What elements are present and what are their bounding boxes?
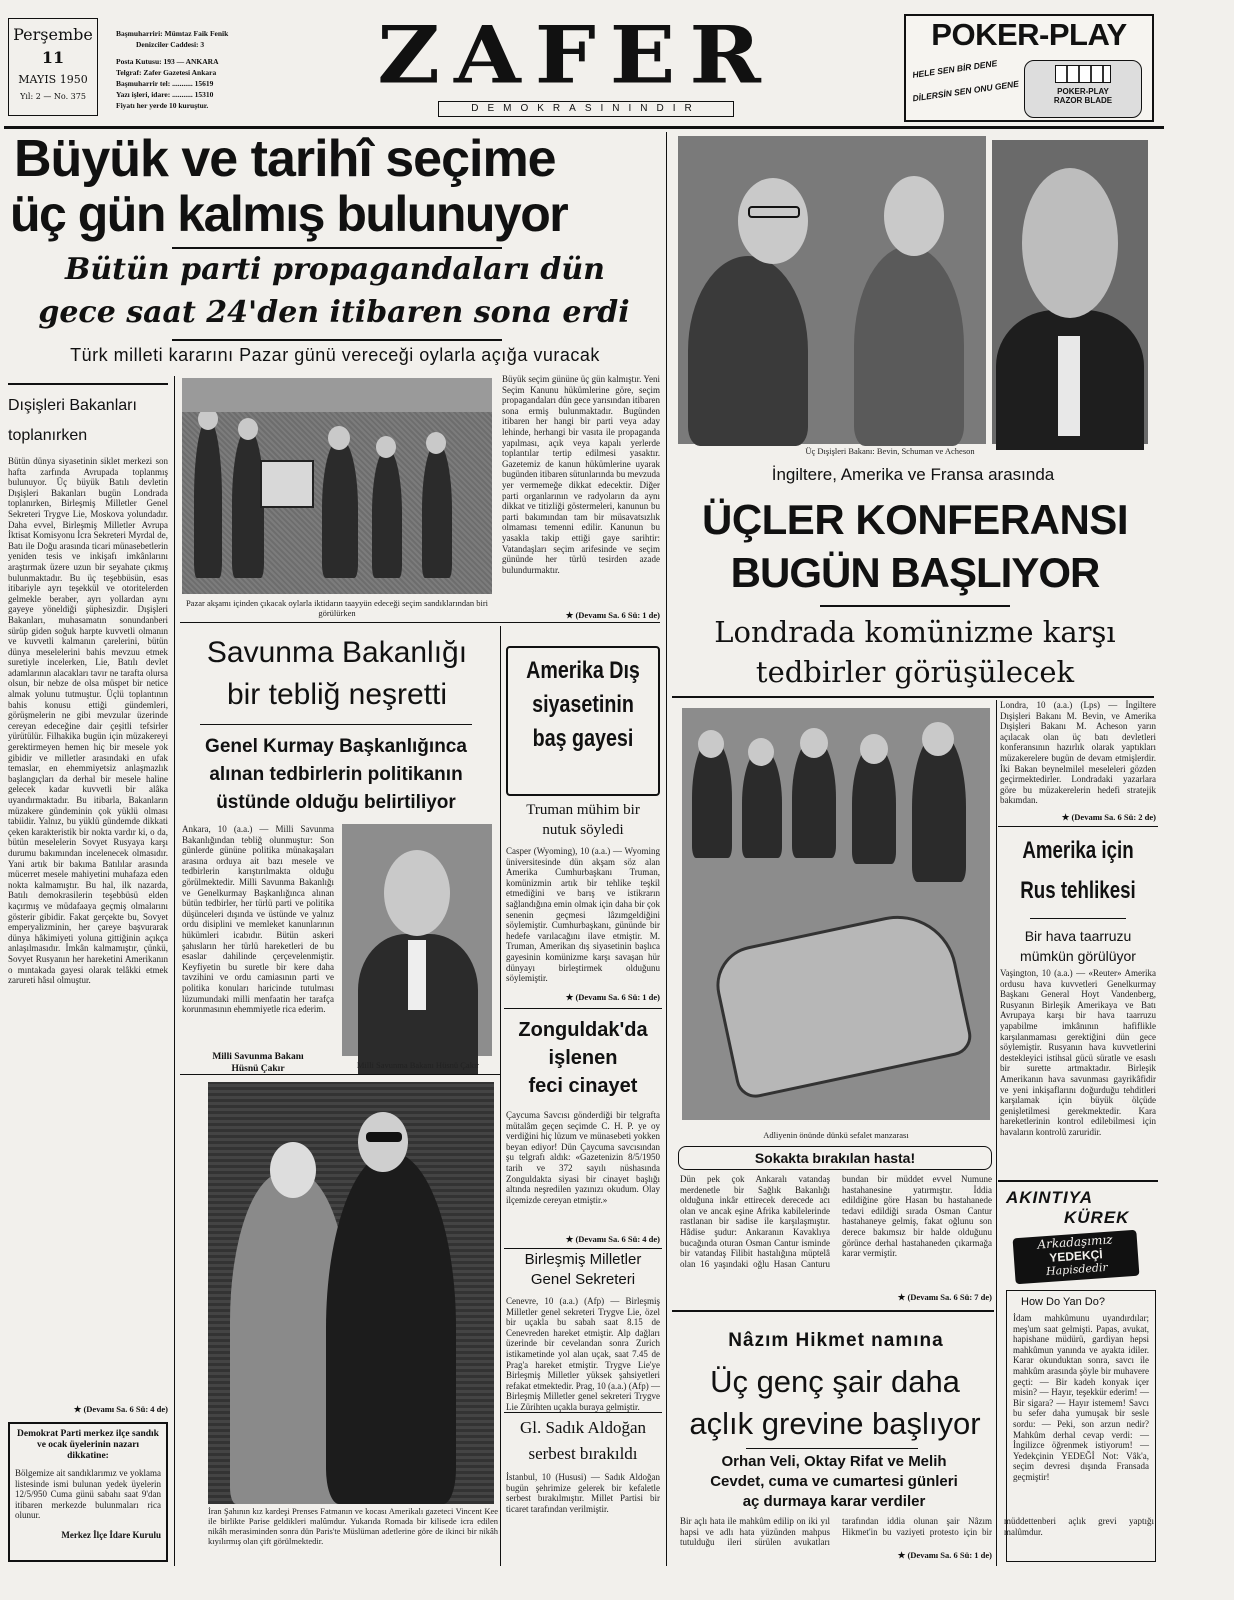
nazim-kicker: Nâzım Hikmet namına — [728, 1330, 944, 1351]
savunma-bottom-rule — [180, 1074, 500, 1075]
party-notice-box — [8, 1422, 168, 1562]
nazim-body: Bir açlı hata ile mahkûm edilip on iki yıl hapsi ve adlı hata yüzünden mahpus tutulduğu ileri sürülen avukatları tarafından iddia olunan şair Nâzım Hikmet'in bu vaziyeti protesto için bir müddettenberi açlık grevi yaptığı malûmdur. — [680, 1516, 1154, 1548]
ministers-photo-caption: Üç Dışişleri Bakanı: Bevin, Schuman ve Acheson — [805, 446, 975, 456]
amerika-title-3: baş gayesi — [532, 725, 634, 752]
savunma-body: Ankara, 10 (a.a.) — Milli Savunma Bakanlığından tebliğ olunmuştur: Son günlerde gününe politika münakaşaları arasına orduya ait bazı mesele ve tedbirlerin karıştırılmakta olduğu görülmektedir. Milli Savunma Bakanlığı ve Genelkurmay Başkanlığınca alınan bütün tedbirler, her türlü parti ve politika düşünceleri dışında ve üstünde ve yalnız ordu disiplini ve memleket kanunlarının hükümleri icabıdır. Bütün askeri şahısların her türlü hareketleri de bu esaslar dahilinde çerçevelenmiştir. Keyfiyetin bu suretle bir kere daha tavzihini ve ordu camiasının parti ve politika konuları haricinde tutulması lüzumundaki milli menfaatin her tarafça korunmasının ehemmiyetle rica ederim. — [182, 824, 334, 1015]
lead-rule-2 — [172, 339, 502, 341]
savunma-rule — [200, 724, 472, 725]
sokakta-title: Sokakta bırakılan hasta! — [678, 1146, 992, 1170]
postbox-line: Posta Kutusu: 193 — ANKARA — [116, 57, 219, 66]
aldogan-title-1: Gl. Sadık Aldoğan — [519, 1418, 647, 1437]
amerika-sub: Truman mühim bir nutuk söyledi — [526, 802, 640, 838]
rus-sub: Bir hava taarruzu mümkün görülüyor — [1020, 928, 1136, 964]
zonguldak-title-3: feci cinayet — [528, 1075, 638, 1097]
uclar-headline-2: BUGÜN BAŞLIYOR — [730, 549, 1100, 596]
birlesmis-title-2: Genel Sekreteri — [530, 1271, 636, 1288]
aldogan-body: İstanbul, 10 (Hususi) — Sadık Aldoğan bugün şehrimize gelerek bir kefaletle serbest bırakılmıştır. Millet Partisi bir ticaret tarafından verilmiştir. — [506, 1472, 660, 1514]
lead-rule-1 — [172, 247, 502, 249]
lead-continue: ★ (Devamı Sa. 6 Sü: 1 de) — [565, 610, 660, 620]
sokakta-body: Dün pek çok Ankaralı vatandaş merdenetle bir Sağlık Bakanlığı olduğuna inkâr ettirecek derecede acı olan ve ancak eşine Afrika kabilelerinde rastlanan bir sadise ile karşılaşmıştır. Hâdise şudur: Ankaranın Kavaklıya bucağında oturan Osman Cantur isminde bir vatandaş Filibit hastalığına müptelâ olan 16 yaşındaki oğlu Hasan Canturu bundan bir müddet evvel Numune hastahanesine yatırmıştır. İddia edildiğine göre Hasan bu hastahanede tedavi edildiği sırada Osman Cantur hastahaneye gelmiş, fakat oğlunu son derece bakımsız bir halde olduğunu görünce derhal hastahaneden çıkarmağa karar vermiştir. — [680, 1174, 992, 1269]
poker-slogan-1: HELE SEN BİR DENE — [911, 58, 998, 80]
princess-wedding-photo — [208, 1082, 494, 1504]
date-box — [8, 18, 98, 116]
rus-title-2: Rus tehlikesi — [1020, 877, 1136, 904]
minister-portrait-photo — [342, 824, 492, 1056]
nazim-sub-2: Cevdet, cuma ve cumartesi günleri — [710, 1473, 958, 1490]
savunma-title-1: Savunma Bakanlığı — [206, 636, 468, 669]
masthead — [0, 0, 1234, 128]
col-dis-top-rule — [8, 383, 168, 385]
aldogan-title-2: serbest bırakıldı — [528, 1444, 638, 1463]
savunma-sign-1: Milli Savunma Bakanı — [212, 1052, 304, 1062]
ministers-photo — [678, 136, 986, 444]
akintiya-line-1: AKINTIYA — [1006, 1188, 1094, 1207]
banner-line-3: Hapisdedir — [1045, 1260, 1109, 1279]
uclar-kicker: İngiltere, Amerika ve Fransa arasında — [771, 465, 1055, 484]
center-vrule — [500, 626, 501, 1566]
col-dis-vrule — [174, 376, 175, 1566]
how-do-body: İdam mahkûmunu uyandırdılar; meş'um saat gelmişti. Papas, avukat, hapishane müdürü, gardiyan hepsi mahkûmun yanında ve ayakta idiler. Karar okunduktan sonra, savcı ile mahkûm arasında şöyle bir muhavere geçti: — Bir kadeh konyak içer misin? — Hayır, teşekkür ederim! — Bir sigara? — Hayır istemem! Savcı bu sefer daha yumuşak bir sesle sordu: — Peki, son arzun nedir? Mahkûm derhal cevap verdi: — İngilizce öğrenmek istiyorum! — Yedekçinin YEDEĞİ Not: Vâk'a, seçim devresi dışında Fransada geçmiştir! — [1013, 1313, 1149, 1482]
lead-body: Büyük seçim gününe üç gün kalmıştır. Yeni Seçim Kanunu hükümlerine göre, seçim propagandaları dün gece yarısından itibaren sona ermiş bulunmaktadır. Bugünden itibaren her hangi bir parti veya aday lehinde, herhangi bir vasıta ile propaganda yapılması, açık veya kapalı yerlerde toplantılar tertip edilmesi yasaktır. Gazetemiz de kanun hükümlerine uyarak bugünden itibaren sütunlarında bu mevzuda yer vermemeğe dikkat edecektir. Diğer parti organlarının ve radyoların da aynı dikkat ve titizliği göstermeleri, kanunun bu parti bakımından tam bir müsavatsızlık olmaması temenni edilir. Kanunun bu yasakla takip ettiği gaye sarihtir: Vatandaşları seçim arifesinde ve seçim gününde her türlü tesirden azade bulundurmaktır. — [502, 374, 660, 575]
uclar-sub-1: Londrada komünizme karşı — [714, 615, 1116, 649]
savunma-sub-2: alınan tedbirlerin politikanın — [209, 764, 463, 785]
stretcher — [709, 905, 975, 1102]
col-dis-title-2: toplanırken — [8, 427, 88, 444]
akintiya-column — [1000, 1186, 1158, 1564]
birlesmis-title-1: Birleşmiş Milletler — [524, 1251, 642, 1268]
razor-blade-image — [1024, 60, 1142, 118]
uclar-rule — [820, 605, 1010, 607]
street-patient-photo — [682, 708, 990, 1120]
uclar-continue: ★ (Devamı Sa. 6 Sü: 2 de) — [1061, 812, 1156, 822]
uclar-col-rule — [998, 826, 1158, 827]
masthead-rule — [4, 126, 1164, 129]
nazim-sub-3: aç durmaya karar verdiler — [742, 1493, 926, 1510]
savunma-sub-3: üstünde olduğu belirtiliyor — [216, 792, 456, 813]
minister-photo-caption: Milli Savunma Bakanı Hüsnü Çakır — [356, 1060, 480, 1070]
notice-sign: Merkez İlçe İdare Kurulu — [61, 1530, 161, 1540]
uclar-body: Londra, 10 (a.a.) (Lps) — İngiltere Dışişleri Bakanı M. Bevin, ve Amerika Dışişleri Bakanı M. Acheson yarın açılacak olan üç batı devletleri konferansının hazırlık olarak yaptıkları müzakerelere bugün de devam etmişlerdir. İki Bakan beynelmilel meseleleri gözden geçirmektedirler. Londradaki yazarlara göre bu müzakerelerin hedefi stratejik bakımdan. — [1000, 700, 1156, 806]
banner-line-1: Arkadaşımız — [1036, 1232, 1113, 1252]
col-dis-continue: ★ (Devamı Sa. 6 Sü: 4 de) — [73, 1404, 168, 1414]
poker-play-ad — [904, 14, 1154, 122]
date-number: 11 — [41, 48, 65, 67]
date-month-year: MAYIS 1950 — [18, 73, 88, 86]
poker-blade-label: POKER-PLAY RAZOR BLADE — [1053, 87, 1113, 105]
birlesmis-body: Cenevre, 10 (a.a.) (Afp) — Birleşmiş Milletler genel sekreteri Trygve Lie, özel bir uçakla bu sabah saat 8.15 de Cenevreden hareket etmiştir. Alp dağları üzerinde bir cevelandan sonra Zurich istikametinde yol alan uçak, saat 7.45 de Prag'a hareket etmiştir. Trygve Lie'ye Birleşmiş Milletler yüksek şahsiyetleri refakat etmektedir. Prag, 10 (a.a.) (Afp) — Birleşmiş Milletler genel sekreteri Trygve Lie Zürihten uçakla buraya gelmiştir. — [506, 1296, 660, 1412]
right-vrule — [996, 700, 997, 1566]
how-do-title: How Do Yan Do? — [1021, 1296, 1105, 1308]
nazim-headline-2: açlık grevine başlıyor — [689, 1406, 981, 1441]
uclar-sub-2: tedbirler görüşülecek — [755, 655, 1075, 689]
amerika-box — [506, 646, 660, 796]
banner-line-2: YEDEKÇİ — [1048, 1247, 1104, 1265]
col-dis-body: Bütün dünya siyasetinin siklet merkezi son hafta zarfında Avrupada toplanmış bulunuyor. Üç büyük Batılı devletin Dışişleri Bakanları bugün Londrada toplanırken, Birleşmiş Milletler Genel Sekreteri Trygve Lie, Moskova yolundadır. Daha evvel, Birleşmiş Milletler Avrupa İktisat Komisyonu İcra Sekreteri Myrdal de, Batı ile Doğu arasında ticari münasebetlerin yeniden tesis ve inkişafı imkânlarını araştırmak üzere uzun bir seyahate çıkmış bulunmaktadır. Bu üç teşebbüsün, esas itibariyle ayrı teşekkül ve otoritelerden gelmekle beraber, ayrı yollardan aynı gayeye yöneldiği şüphesizdir. Dışişleri Bakanları, muhasamatın sonundanberi sürüp giden soğuk harpte kuvvetli olmanın ve kuvvetli kalmanın çarelerini, bütün dünya meselelerini bahis mevzuu etmek suretiyle incelerken, Lie, Batılı devlet adamlarının alacakları tavır ne tarafta olursa olsun, bir nebze de olsa müspet bir netice almak yolunu tutmuştur. Üçlü toplantının bahis konusu ettiği gündemleri, görüşmelerin ne gibi mevzular üzerinde cereyan edeceğine dair çeşitli tefsirler yürütülür. Filhakika bugün için müzakereyi gerektirmeyen hemen hiç bir mesele yok gibidir ve milletler arasındaki en ufak temaslar, en ehemmiyetsiz anlaşmazlık başlangıçları da derhal bir mesele haline gelecek kadar kuvvetli bir alâka uyandırmaktadır. Bu itibarla, Bakanların müzakere gündeminin çok yüklü olması tabiidir. Yalnız, bu yüklü gündemde dikkati çeken karakteristik bir nokta vardır ki, o da, bütün meselelerin Sovyet Rusyaya karşı durumu bakımından incelenecek olmasıdır. Yani artık bir bakıma Batılılar arasında mücerret mesele mahiyetini muhafaza eden nokta kalmamıştır. Bu hal, ilk nazarda, Batılı demokrasilerin teşebbüsü elden kaçırmış ve müdafaaya geçmiş olmalarını gösterir gibidir. Fakat gerçekte bu, Sovyet emperyalizminin, her çareye başvurarak dünya hâkimiyeti yoluna gittiğinin açıkça anlaşılmasıdır. İmkân kalmamıştır, çünkü, Sovyet Rusyanın her hareketini Amerikanın o mıntakada gayesi olarak telâkki etmek zarureti hâsıl olmuştur. — [8, 456, 168, 986]
savunma-sign-2: Hüsnü Çakır — [231, 1064, 285, 1074]
rus-rule — [1030, 918, 1126, 919]
savunma-sub-1: Genel Kurmay Başkanlığınca — [205, 736, 467, 757]
cards-icon — [1055, 65, 1111, 83]
nazim-continue: ★ (Devamı Sa. 6 Sü: 1 de) — [897, 1550, 992, 1560]
ballot-photo-caption: Pazar akşamı içinden çıkacak oylarla iktidarın taayyün edeceği seçim sandıklarından biri görülürken — [185, 598, 489, 618]
telegraph-line: Telgraf: Zafer Gazetesi Ankara — [116, 68, 217, 77]
price-line: Fiyatı her yerde 10 kuruştur. — [116, 101, 209, 110]
amerika-title-2: siyasetinin — [532, 691, 634, 718]
lead-headline-2: üç gün kalmış bulunuyor — [10, 186, 568, 242]
amerika-continue: ★ (Devamı Sa. 6 Sü: 1 de) — [565, 992, 660, 1002]
newspaper-title: ZAFER — [377, 9, 775, 102]
editor-line: Başmuharriri: Mümtaz Faik Fenik — [116, 29, 229, 38]
amerika-title-1: Amerika Dış — [526, 657, 640, 684]
yedekci-banner — [1013, 1230, 1140, 1285]
col-dis-title-1: Dışişleri Bakanları — [8, 397, 137, 414]
zonguldak-continue: ★ (Devamı Sa. 6 Sü: 4 de) — [565, 1234, 660, 1244]
nazim-headline-1: Üç genç şair daha — [710, 1364, 960, 1399]
address-line: Denizciler Caddesi: 3 — [136, 40, 205, 49]
lead-sub-2: gece saat 24'den itibaren sona erdi — [38, 295, 630, 330]
date-day: Perşembe — [13, 25, 93, 44]
rus-title-1: Amerika için — [1022, 837, 1134, 864]
amerika-bottom-rule — [504, 1008, 662, 1009]
zonguldak-body: Çaycuma Savcısı gönderdiği bir telgrafta mütalâm geçen seçimde C. H. P. ye oy verdiğini hiç lüzum ve münasebeti yokken beyan ediyor! Dün Çaycuma savcısından şu telgrafı aldık: «Gazetenizin 8/5/1950 tarih ve 372 sayılı nüshasında Zonguldakta siyasi bir cinayet başlığı altında neşredilen yazınızı okudum. Olay ilçemizde cereyan etmiştir.» — [506, 1110, 660, 1205]
birlesmis-bottom-rule — [504, 1412, 662, 1413]
uclar-headline-1: ÜÇLER KONFERANSI — [701, 496, 1128, 543]
rus-bottom-rule — [998, 1180, 1158, 1182]
phone-office-line: Yazı işleri, idare: ........... 15310 — [116, 90, 214, 99]
rus-body: Vaşington, 10 (a.a.) — «Reuter» Amerika ordusu hava kuvvetleri Genelkurmay Başkanı General Hoyt Vandenberg, Rusyanın Birleşik Amerikaya ve Batı Avrupaya karşı bir hava taarruzu yapabilme imkânının hafiflikle karşılanmaması gerektiğini dün gece söylemiştir. Rusyanın hava kuvvetlerini destekleyici istihsal gücü süratle ve esaslı bir surette artmaktadır. Birleşik Amerikanın hava savunması gayrikâfidir ve yeni inkişaflarını doğurduğu tehditleri karşılamak için büyük ölçüde genişletilmesi gerekmektedir. Kara hareketlerinin kontrol edilebilmesi için havaların kontrolü zaruridir. — [1000, 968, 1156, 1137]
issue-number: Yıl: 2 — No. 375 — [20, 92, 86, 101]
middle-vrule — [666, 132, 667, 1566]
lead-deck: Türk milleti kararını Pazar günü vereceği oylarla açığa vuracak — [70, 345, 600, 365]
notice-title: Demokrat Parti merkez ilçe sandık ve ocak üyelerinin nazarı dikkatine: — [17, 1429, 159, 1461]
ballot-box-photo — [182, 378, 492, 594]
notice-body: Bölgemize ait sandıklarımız ve yoklama listesinde ismi bulunan yedek üyelerin 12/5/950 Cuma günü sabahı saat 9'dan itibaren merkezde bulunmaları rica olunur. — [15, 1468, 161, 1521]
sokakta-bottom-rule — [672, 1310, 994, 1312]
princess-photo-caption: İran Şahının kız kardeşi Prenses Fatmanın ve kocası Amerikalı gazeteci Vincent Kee ile birlikte Parise geldikleri malûmdur. Yukarıda Romada bir kilisede icra edilen nikâh merasiminden sonra dün Paris'te Müslüman adetlerine göre de ikinci bir nikâh kıyılırmış olan çift görülmektedir. — [208, 1506, 498, 1546]
nazim-rule — [746, 1448, 918, 1449]
lead-headline-1: Büyük ve tarihî seçime — [14, 130, 556, 188]
ballot-box — [260, 460, 314, 508]
masthead-info — [116, 28, 266, 111]
street-photo-caption: Adliyenin önünde dünkü sefalet manzarası — [763, 1130, 909, 1140]
poker-slogan-2: DİLERSİN SEN ONU GENE — [911, 78, 1020, 104]
uclar-bottom-rule — [672, 696, 1154, 698]
zonguldak-bottom-rule — [504, 1248, 662, 1249]
newspaper-subtitle: DEMOKRASININDIR — [438, 101, 734, 117]
zonguldak-title-2: işlenen — [548, 1047, 618, 1069]
zonguldak-title-1: Zonguldak'da — [518, 1019, 648, 1041]
acheson-photo — [992, 140, 1148, 444]
phone-editor-line: Başmuharrir tel: ........... 15619 — [116, 79, 214, 88]
lead-bottom-rule — [180, 622, 660, 623]
poker-play-title: POKER-PLAY — [931, 17, 1127, 52]
lead-sub-1: Bütün parti propagandaları dün — [65, 252, 605, 287]
akintiya-line-2: KÜREK — [1064, 1208, 1130, 1227]
sokakta-continue: ★ (Devamı Sa. 6 Sü: 7 de) — [897, 1292, 992, 1302]
nazim-sub-1: Orhan Veli, Oktay Rifat ve Melih — [721, 1453, 947, 1470]
amerika-body: Casper (Wyoming), 10 (a.a.) — Wyoming üniversitesinde dün akşam söz alan Amerika Cumhurbaşkanı Truman, komünizmin artık bir tehlike teşkil etmediğini ve barış ve istikrarın sağlandığına emin olmak için daha bir çok senenin geçmesi lâzımgeldiğini söylemiştir. Cumhurbaşkanı, gününde bir hedefe varılacağını ilave etmiştir. M. Truman, Amerikan dış siyasetinin başlıca gayesinin komünizme karşı savaşan hür dünyayı birleştirmek olduğunu söylemiştir. — [506, 846, 660, 984]
savunma-title-2: bir tebliğ neşretti — [226, 678, 448, 711]
